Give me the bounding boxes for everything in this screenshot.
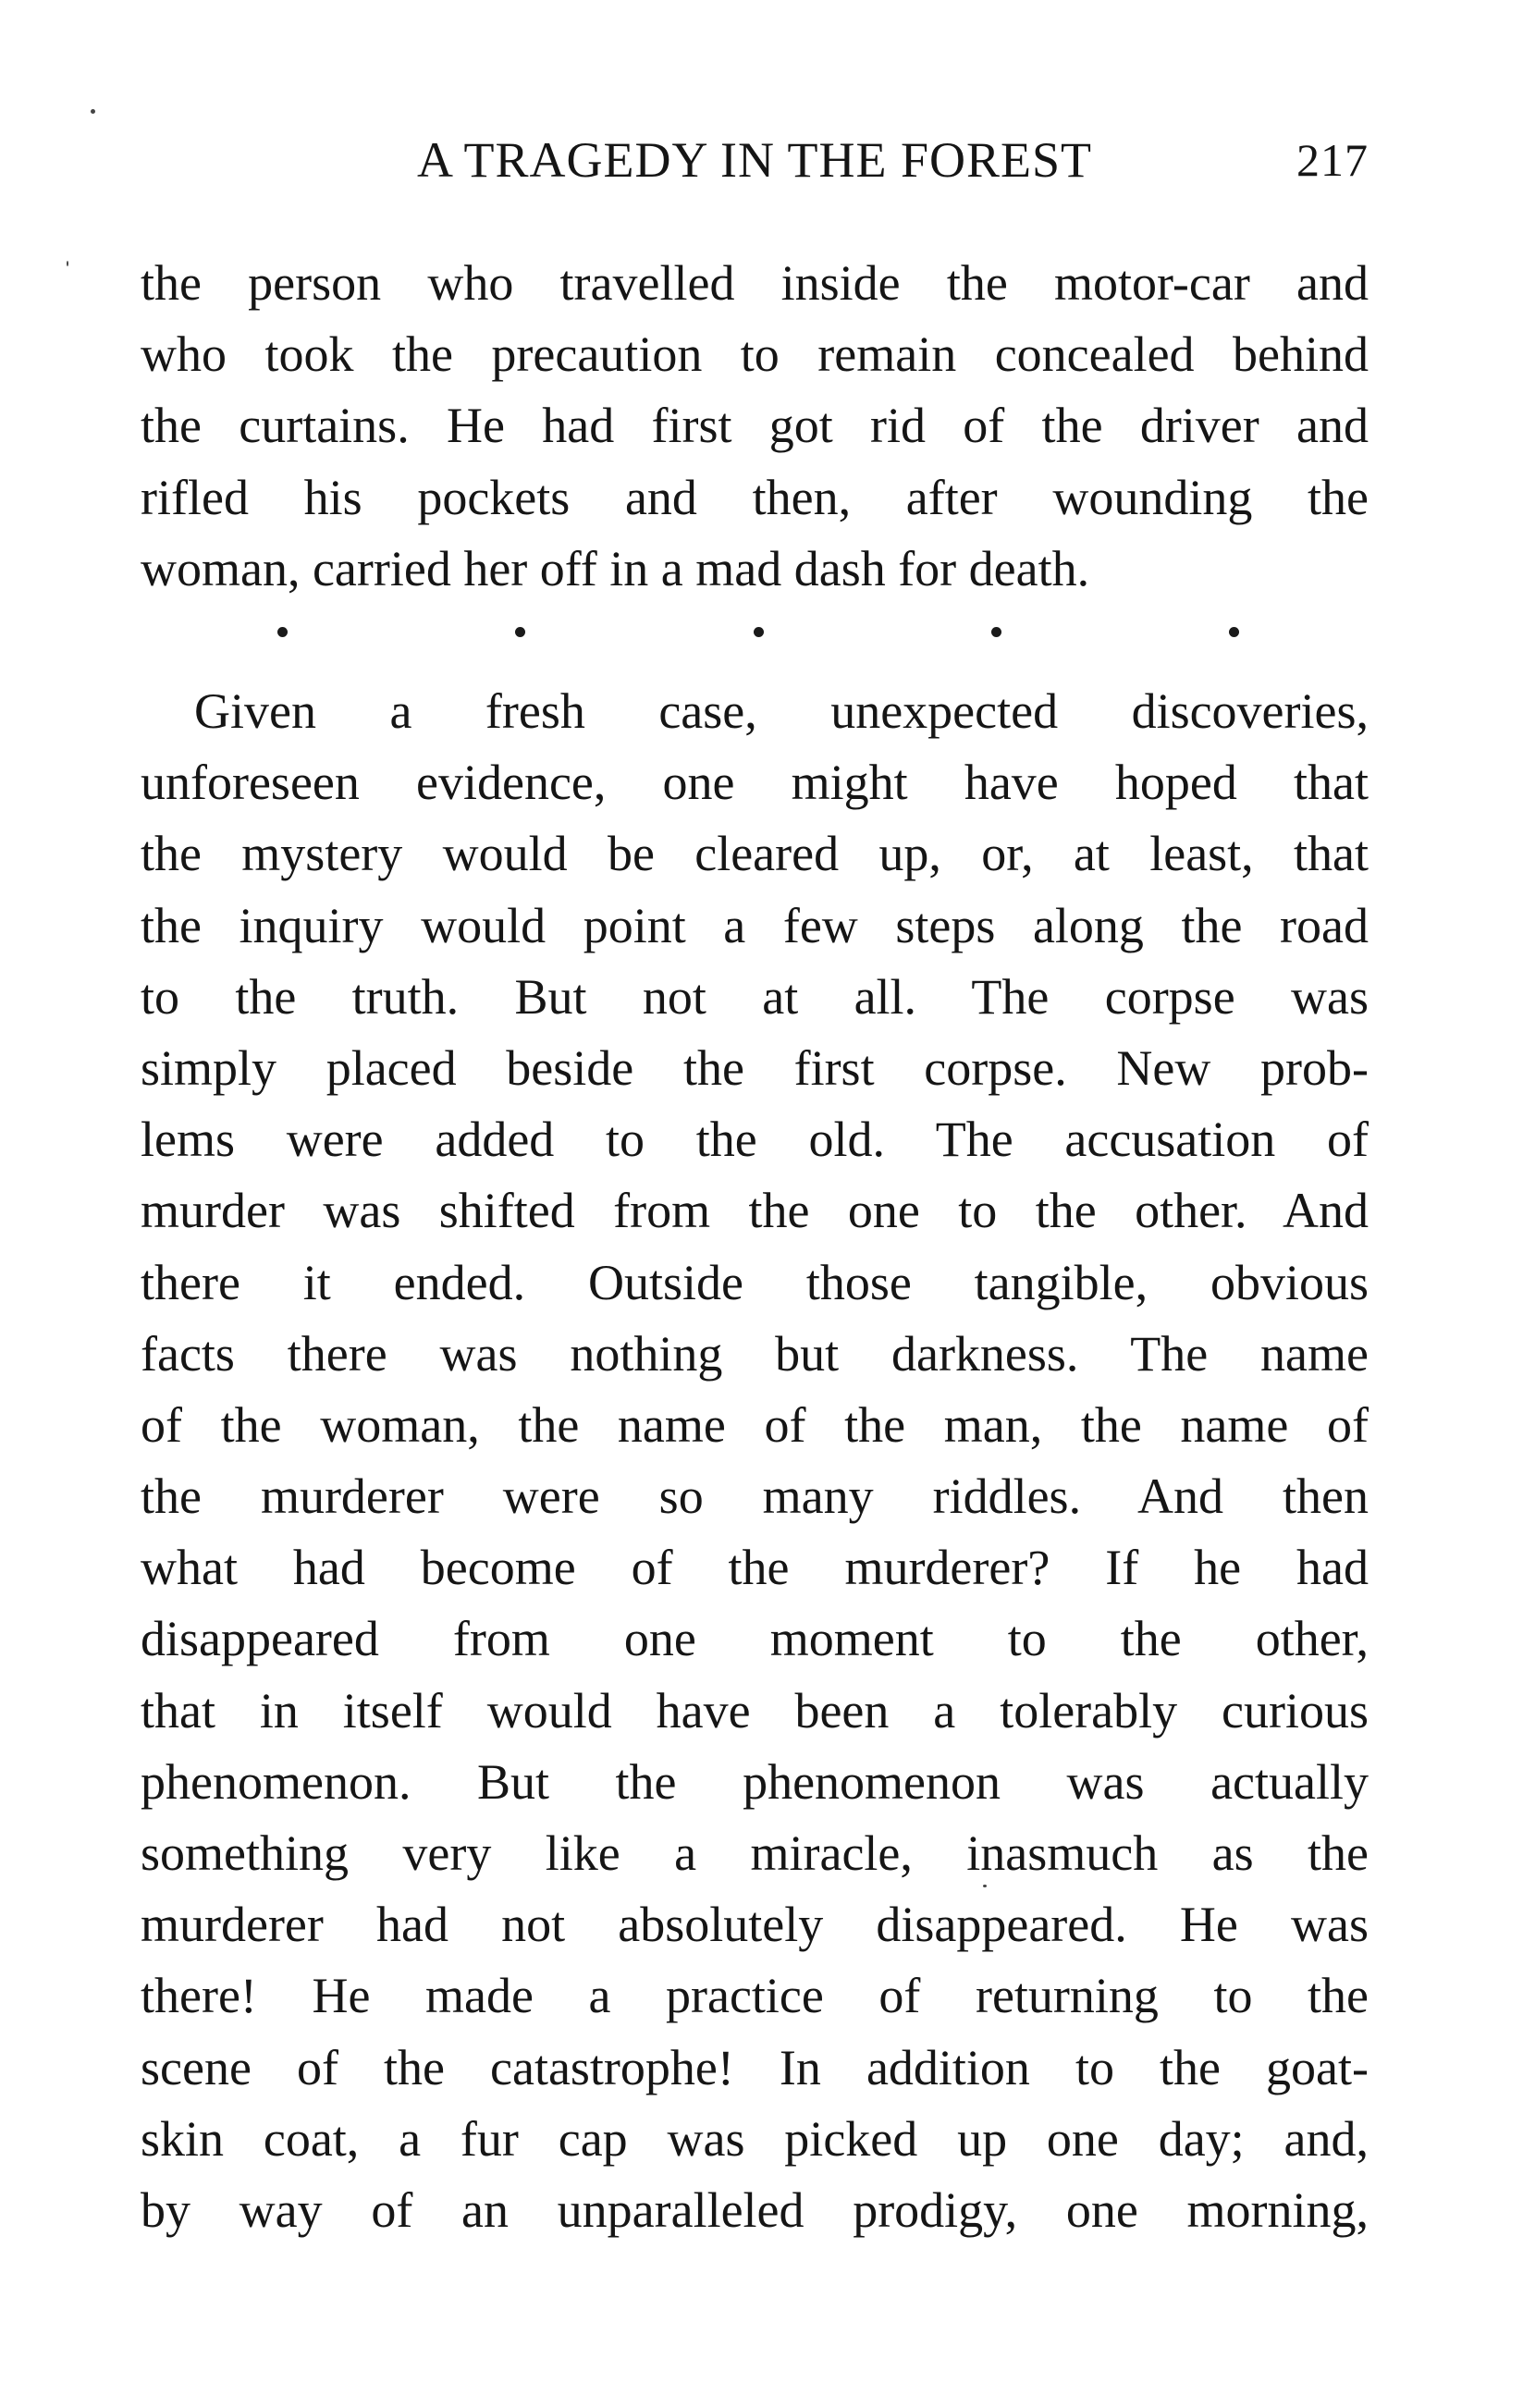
text-line: murderer had not absolutely disappeared. He was — [141, 1897, 1369, 1953]
text-line: unforeseen evidence, one might have hoped that — [141, 755, 1369, 811]
text-line: facts there was nothing but darkness. The name — [141, 1325, 1369, 1382]
text-line: of the woman, the name of the man, the name of — [141, 1396, 1369, 1453]
text-line: the inquiry would point a few steps along the road — [141, 897, 1369, 953]
text-line: by way of an unparalleled prodigy, one morning, — [141, 2181, 1369, 2238]
paragraph-1 — [141, 248, 1369, 605]
text-line: who took the precaution to remain concealed behind — [141, 326, 1369, 383]
text-line: what had become of the murderer? If he had — [141, 1540, 1369, 1596]
text-line: something very like a miracle, inasmuch as the — [141, 1825, 1369, 1881]
text-line: that in itself would have been a tolerably curious — [141, 1682, 1369, 1738]
scan-speck — [67, 261, 68, 266]
text-line: the mystery would be cleared up, or, at least, that — [141, 826, 1369, 882]
text-line: there it ended. Outside those tangible, obvious — [141, 1254, 1369, 1310]
text-line: rifled his pockets and then, after wounding the — [141, 469, 1369, 525]
scan-speck — [91, 109, 95, 114]
text-line: simply placed beside the first corpse. New prob- — [141, 1039, 1369, 1096]
page-number: 217 — [1296, 134, 1369, 186]
break-dot — [991, 627, 1001, 637]
text-line: phenomenon. But the phenomenon was actually — [141, 1753, 1369, 1810]
break-dot — [277, 627, 288, 637]
text-line: skin coat, a fur cap was picked up one day; and, — [141, 2110, 1369, 2167]
text-line: Given a fresh case, unexpected discoveries, — [194, 683, 1369, 739]
text-line: to the truth. But not at all. The corpse was — [141, 968, 1369, 1025]
text-line: there! He made a practice of returning to the — [141, 1968, 1369, 2024]
paragraph-2 — [141, 676, 1369, 2246]
break-dot — [754, 627, 764, 637]
text-line: the person who travelled inside the motor-car and — [141, 255, 1369, 311]
text-line: woman, carried her off in a mad dash for death. — [141, 540, 1090, 596]
text-line: scene of the catastrophe! In addition to the goat- — [141, 2039, 1369, 2095]
text-line: disappeared from one moment to the other, — [141, 1611, 1369, 1667]
text-line: the curtains. He had first got rid of the driver and — [141, 398, 1369, 454]
text-line: lems were added to the old. The accusation of — [141, 1112, 1369, 1168]
text-line: murder was shifted from the one to the other. And — [141, 1183, 1369, 1239]
break-dot — [1229, 627, 1239, 637]
running-title: A TRAGEDY IN THE FOREST — [416, 132, 1093, 188]
break-dot — [515, 627, 525, 637]
section-break — [277, 618, 1239, 645]
text-line: the murderer were so many riddles. And then — [141, 1468, 1369, 1525]
running-head — [141, 128, 1369, 192]
